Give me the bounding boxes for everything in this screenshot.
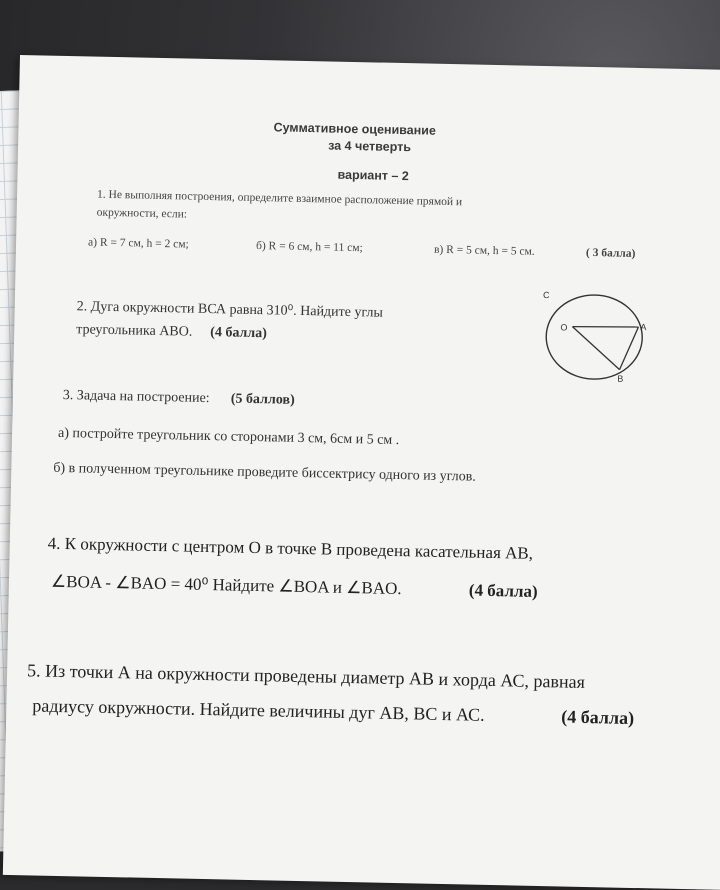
task1-line1: 1. Не выполняя построения, определите взаимное расположение прямой и (96, 188, 463, 209)
task1-option-b: б) R = 6 см, h = 11 см; (255, 239, 363, 255)
label-a: A (640, 322, 647, 333)
task1-points: ( 3 балла) (585, 246, 636, 260)
segment-ab (620, 327, 639, 370)
segment-ob (572, 327, 621, 370)
task4-line2: ∠BOA - ∠BAO = 40⁰ Найдите ∠BOA и ∠BAO. (50, 571, 402, 599)
task5-line2: радиусу окружности. Найдите величины дуг АВ, ВС и АС. (32, 695, 485, 725)
task1-line2: окружности, если: (96, 206, 188, 221)
task3-points: (5 баллов) (230, 391, 295, 408)
label-o: O (560, 322, 568, 333)
worksheet-title: Суммативное оценивание (273, 120, 437, 138)
task3-sub-b: б) в полученном треугольнике проведите биссектрису одного из углов. (53, 460, 476, 485)
task4-line1: 4. К окружности с центром О в точке В проведена касательная АВ, (47, 533, 534, 563)
task1-option-c: в) R = 5 см, h = 5 см. (433, 243, 535, 258)
worksheet-page (3, 55, 720, 890)
circle-outline (545, 294, 643, 380)
task3-sub-a: а) постройте треугольник со сторонами 3 см, 6см и 5 см . (57, 425, 400, 449)
task5-points: (4 балла) (561, 706, 635, 729)
label-c: C (542, 290, 550, 301)
task3-line1: 3. Задача на построение: (62, 387, 210, 407)
task5-line1: 5. Из точки А на окружности проведены диаметр АВ и хорда АС, равная (26, 660, 586, 692)
label-b: B (617, 373, 624, 384)
task2-points: (4 балла) (210, 325, 268, 342)
variant-label: вариант – 2 (337, 167, 409, 184)
task2-line1: 2. Дуга окружности ВСА равна 310⁰. Найдите углы (76, 299, 384, 321)
task2-line2: треугольника АВО. (76, 322, 193, 340)
task4-points: (4 балла) (468, 580, 538, 601)
segment-oa (572, 326, 638, 328)
circle-figure (533, 288, 655, 390)
worksheet-subtitle: за 4 четверть (328, 138, 412, 155)
task1-option-a: а) R = 7 см, h = 2 см; (87, 236, 189, 251)
